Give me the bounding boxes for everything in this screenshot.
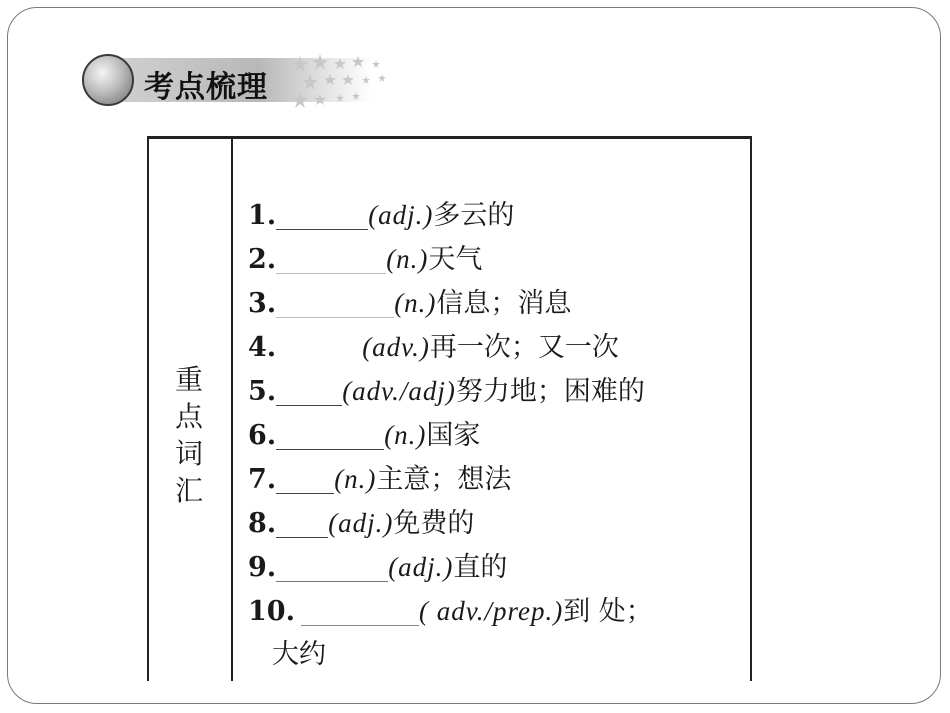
part-of-speech: (adj.) bbox=[388, 552, 454, 582]
answer-blank bbox=[276, 419, 384, 450]
vocab-item bbox=[248, 281, 738, 325]
vocab-item bbox=[248, 325, 738, 369]
answer-blank bbox=[276, 507, 328, 538]
section-header bbox=[82, 52, 392, 118]
vocab-item bbox=[248, 545, 738, 589]
part-of-speech: ( adv./prep.) bbox=[418, 596, 564, 626]
decorative-stars-icon bbox=[290, 52, 390, 114]
item-number: 9. bbox=[248, 552, 277, 583]
answer-blank bbox=[276, 287, 394, 318]
item-number: 7. bbox=[248, 464, 277, 495]
vocab-table bbox=[147, 136, 752, 681]
item-number: 8. bbox=[248, 508, 277, 539]
vocab-item-continuation bbox=[248, 633, 738, 677]
part-of-speech: (n.) bbox=[386, 244, 429, 274]
answer-blank bbox=[276, 463, 334, 494]
part-of-speech: (n.) bbox=[384, 420, 427, 450]
answer-blank bbox=[276, 375, 342, 406]
part-of-speech: (n.) bbox=[394, 288, 437, 318]
part-of-speech: (adj.) bbox=[328, 508, 394, 538]
meaning: 信息；消息 bbox=[436, 288, 572, 319]
vocab-item bbox=[248, 501, 738, 545]
header-circle-icon bbox=[82, 54, 134, 106]
part-of-speech: (adj.) bbox=[368, 200, 434, 230]
meaning: 多云的 bbox=[433, 200, 515, 231]
item-number: 6. bbox=[248, 420, 277, 451]
item-number: 4. bbox=[248, 332, 277, 363]
item-number: 2. bbox=[248, 244, 277, 275]
vocab-item bbox=[248, 589, 738, 633]
meaning: 大约 bbox=[272, 639, 326, 670]
answer-blank bbox=[276, 551, 388, 582]
meaning: 努力地；困难的 bbox=[455, 376, 645, 407]
meaning: 再一次；又一次 bbox=[429, 332, 619, 363]
meaning: 国家 bbox=[426, 420, 481, 451]
part-of-speech: (adv./adj) bbox=[342, 376, 456, 406]
item-number: 5. bbox=[248, 376, 277, 407]
meaning: 天气 bbox=[428, 244, 483, 275]
answer-blank bbox=[301, 595, 419, 626]
vocab-item bbox=[248, 193, 738, 237]
meaning: 主意；想法 bbox=[376, 464, 512, 495]
meaning: 到 处； bbox=[563, 596, 653, 627]
answer-blank bbox=[276, 199, 368, 230]
answer-blank bbox=[276, 243, 386, 274]
vocab-item bbox=[248, 369, 738, 413]
item-number: 10. bbox=[248, 596, 295, 627]
vocab-list bbox=[248, 193, 738, 677]
item-number: 3. bbox=[248, 288, 277, 319]
item-number: 1. bbox=[248, 200, 277, 231]
meaning: 直的 bbox=[453, 552, 508, 583]
vocab-item bbox=[248, 457, 738, 501]
part-of-speech: (adv.) bbox=[362, 332, 430, 362]
meaning: 免费的 bbox=[393, 508, 475, 539]
answer-blank bbox=[276, 331, 362, 362]
vocab-item bbox=[248, 237, 738, 281]
category-label: 重点词汇 bbox=[174, 363, 203, 507]
section-title: 考点梳理 bbox=[144, 70, 268, 105]
column-divider bbox=[231, 139, 233, 681]
vocab-item bbox=[248, 413, 738, 457]
part-of-speech: (n.) bbox=[334, 464, 377, 494]
